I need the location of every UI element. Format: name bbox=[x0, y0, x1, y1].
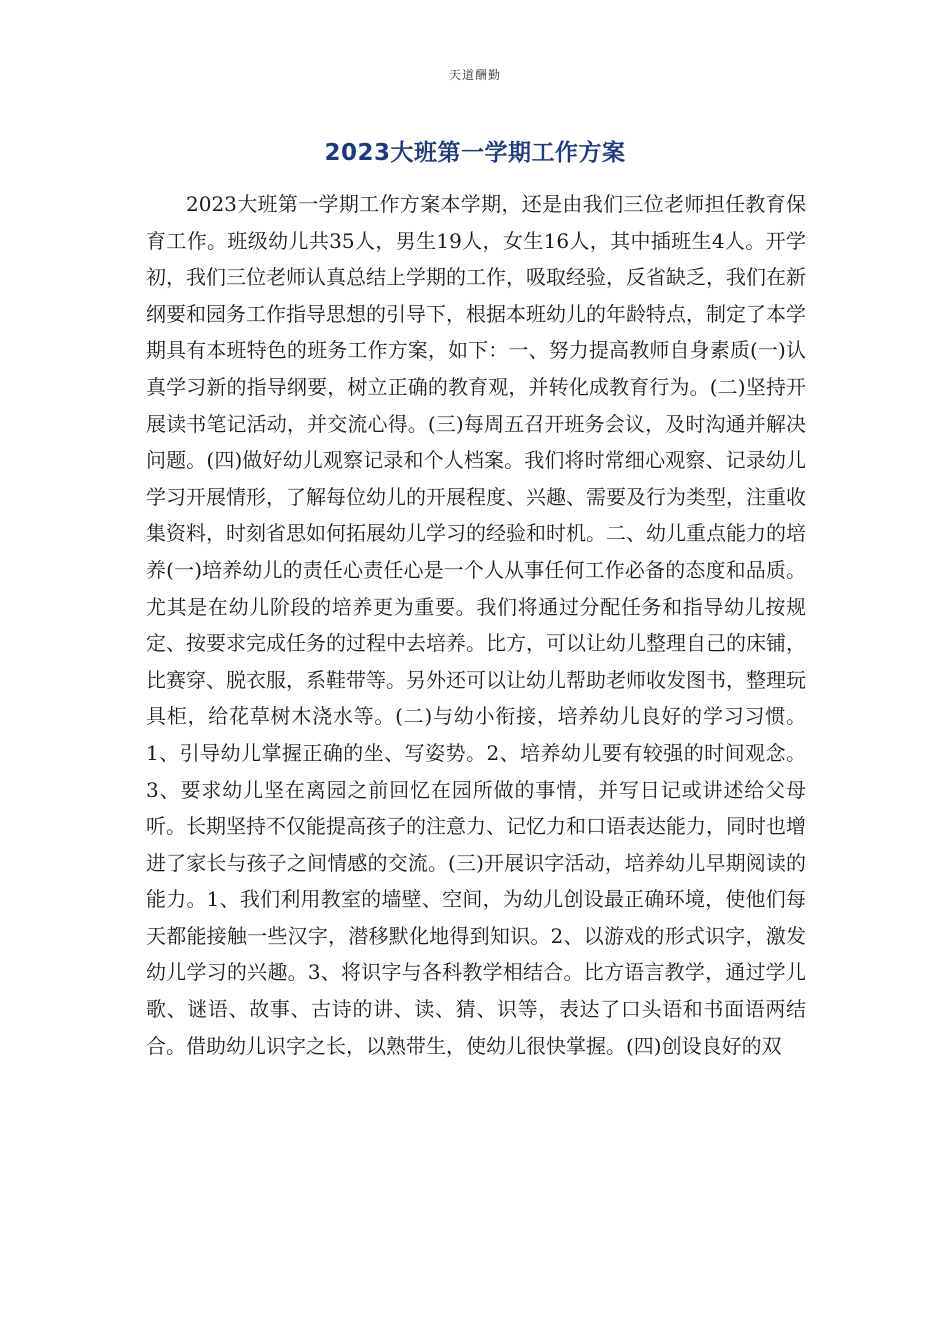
page-header: 天道酬勤 bbox=[448, 68, 501, 82]
document-title: 2023大班第一学期工作方案 bbox=[324, 140, 626, 166]
document-body: 2023大班第一学期工作方案本学期，还是由我们三位老师担任教育保育工作。班级幼儿共35人，男生19人，女生16人，其中插班生4人。开学初，我们三位老师认真总结上学期的工作，吸取经验，反省缺乏，我们在新纲要和园务工作指导思想的引导下，根据本班幼儿的年龄特点，制定了本学期具有本班特色的班务工作方案，如下：一、努力提高教师自身素质(一)认真学习新的指导纲要，树立正确的教育观，并转化成教育行为。(二)坚持开展读书笔记活动，并交流心得。(三)每周五召开班务会议，及时沟通并解决问题。(四)做好幼儿观察记录和个人档案。我们将时常细心观察、记录幼儿学习开展情形，了解每位幼儿的开展程度、兴趣、需要及行为类型，注重收集资料，时刻省思如何拓展幼儿学习的经验和时机。二、幼儿重点能力的培养(一)培养幼儿的责任心责任心是一个人从事任何工作必备的态度和品质。尤其是在幼儿阶段的培养更为重要。我们将通过分配任务和指导幼儿按规定、按要求完成任务的过程中去培养。比方，可以让幼儿整理自己的床铺，比赛穿、脱衣服，系鞋带等。另外还可以让幼儿帮助老师收发图书，整理玩具柜，给花草树木浇水等。(二)与幼小衔接，培养幼儿良好的学习习惯。1、引导幼儿掌握正确的坐、写姿势。2、培养幼儿要有较强的时间观念。3、要求幼儿坚在离园之前回忆在园所做的事情，并写日记或讲述给父母听。长期坚持不仅能提高孩子的注意力、记忆力和口语表达能力，同时也增进了家长与孩子之间情感的交流。(三)开展识字活动，培养幼儿早期阅读的能力。1、我们利用教室的墙壁、空间，为幼儿创设最正确环境，使他们每天都能接触一些汉字，潜移默化地得到知识。2、以游戏的形式识字，激发幼儿学习的兴趣。3、将识字与各科教学相结合。比方语言教学，通过学儿歌、谜语、故事、古诗的讲、读、猜、识等，表达了口头语和书面语两结合。借助幼儿识字之长，以熟带生，使幼儿很快掌握。(四)创设良好的双 bbox=[146, 192, 806, 1058]
